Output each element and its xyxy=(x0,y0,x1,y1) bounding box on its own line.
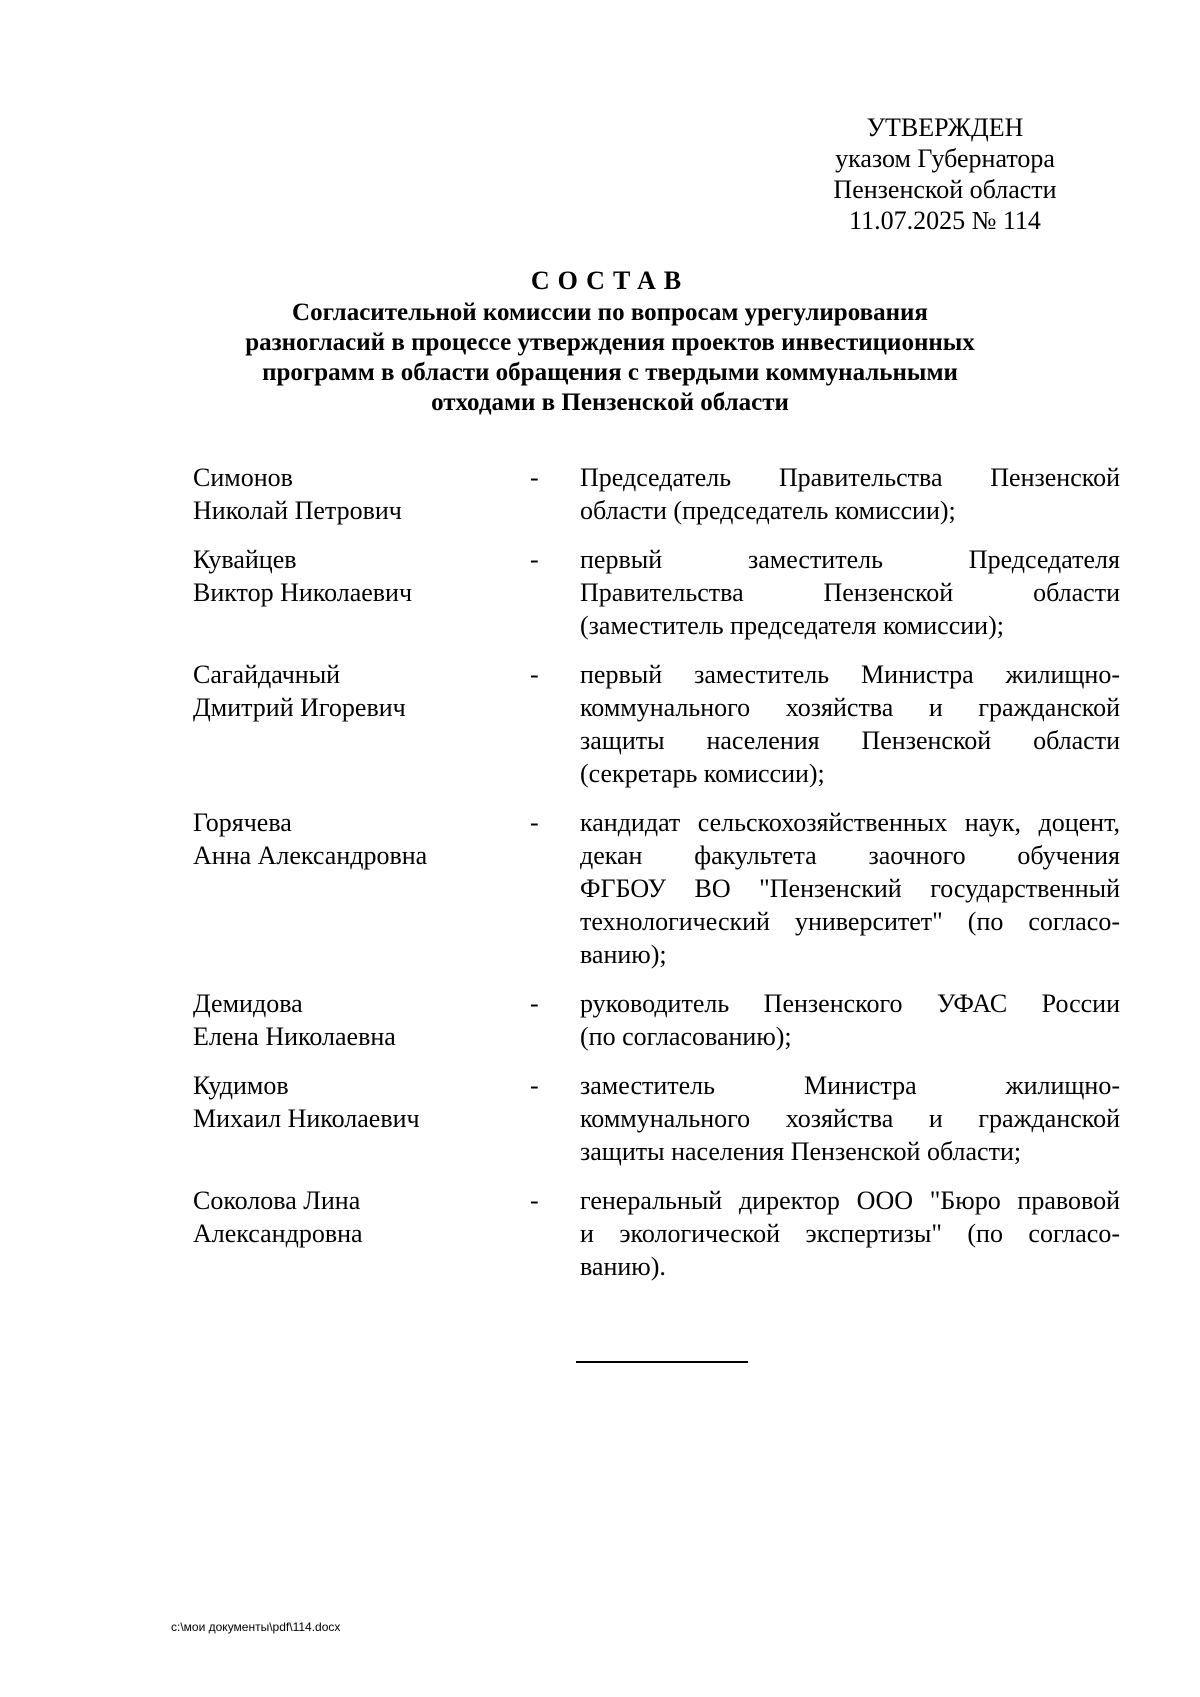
member-name xyxy=(193,987,530,1053)
member-name-line: Александровна xyxy=(193,1219,363,1248)
file-path-footer: c:\мои документы\pdf\114.docx xyxy=(171,1620,341,1634)
member-name-line: Елена Николаевна xyxy=(193,1022,396,1051)
member-role-line: кандидат сельскохозяйственных наук, доцент, xyxy=(580,808,1120,837)
member-role-line: и экологической экспертизы" (по согласо- xyxy=(580,1219,1120,1248)
member-dash: - xyxy=(530,808,539,837)
member-dash: - xyxy=(530,989,539,1018)
member-role-line: генеральный директор ООО "Бюро правовой xyxy=(580,1186,1120,1215)
subtitle-line: разногласий в процессе утверждения проектов инвестиционных xyxy=(245,329,975,356)
member-name-line: Кувайцев xyxy=(193,545,297,574)
end-divider xyxy=(576,1361,748,1363)
member-role xyxy=(580,461,1120,527)
member-role-line: (секретарь комиссии); xyxy=(580,759,825,788)
member-name xyxy=(193,1069,530,1168)
member-role xyxy=(580,543,1120,642)
member-name-line: Николай Петрович xyxy=(193,496,402,525)
member-role-line: первый заместитель Председателя xyxy=(580,545,1120,574)
member-name-line: Горячева xyxy=(193,808,292,837)
member-name-line: Кудимов xyxy=(193,1071,289,1100)
member-dash: - xyxy=(530,1186,539,1215)
document-title xyxy=(180,264,1040,418)
member-dash: - xyxy=(530,660,539,689)
member-role xyxy=(580,1069,1120,1168)
member-role-line: ванию); xyxy=(580,940,667,969)
member-role-line: Правительства Пензенской области xyxy=(580,578,1120,607)
member-name-line: Анна Александровна xyxy=(193,841,428,870)
member-name xyxy=(193,806,530,971)
member-role-line: заместитель Министра жилищно- xyxy=(580,1071,1120,1100)
member-row xyxy=(193,1184,1120,1283)
member-name xyxy=(193,461,530,527)
member-role xyxy=(580,658,1120,790)
title-heading: СОСТАВ xyxy=(530,266,690,295)
subtitle-line: программ в области обращения с твердыми коммунальными xyxy=(262,359,958,386)
member-dash: - xyxy=(530,1071,539,1100)
member-name-line: Сагайдачный xyxy=(193,660,341,689)
member-row xyxy=(193,987,1120,1053)
member-name xyxy=(193,543,530,642)
member-role-line: первый заместитель Министра жилищно- xyxy=(580,660,1120,689)
member-role xyxy=(580,806,1120,971)
member-role-line: ФГБОУ ВО "Пензенский государственный xyxy=(580,874,1120,903)
subtitle-line: Согласительной комиссии по вопросам урегулирования xyxy=(292,299,928,326)
member-name-line: Соколова Лина xyxy=(193,1186,361,1215)
approval-line: УТВЕРЖДЕН xyxy=(866,113,1024,142)
member-row xyxy=(193,806,1120,971)
member-role-line: области (председатель комиссии); xyxy=(580,496,956,525)
title-subtitle xyxy=(180,298,1040,418)
member-name xyxy=(193,1184,530,1283)
subtitle-line: отходами в Пензенской области xyxy=(431,389,789,416)
member-name-line: Виктор Николаевич xyxy=(193,578,413,607)
member-role-line: декан факультета заочного обучения xyxy=(580,841,1120,870)
member-row xyxy=(193,461,1120,527)
member-dash: - xyxy=(530,545,539,574)
member-row xyxy=(193,543,1120,642)
member-name-line: Дмитрий Игоревич xyxy=(193,693,406,722)
approval-stamp xyxy=(780,112,1110,236)
approval-line: 11.07.2025 № 114 xyxy=(849,206,1041,235)
member-role-line: руководитель Пензенского УФАС России xyxy=(580,989,1120,1018)
member-role-line: коммунального хозяйства и гражданской xyxy=(580,693,1120,722)
member-role-line: (по согласованию); xyxy=(580,1022,792,1051)
member-role xyxy=(580,987,1120,1053)
member-name-line: Михаил Николаевич xyxy=(193,1104,420,1133)
member-row xyxy=(193,658,1120,790)
member-name-line: Демидова xyxy=(193,989,303,1018)
member-role-line: технологический университет" (по согласо- xyxy=(580,907,1120,936)
approval-line: указом Губернатора xyxy=(835,144,1055,173)
member-role-line: ванию). xyxy=(580,1252,666,1281)
member-role-line: защиты населения Пензенской области xyxy=(580,726,1120,755)
member-list xyxy=(193,461,1120,1299)
member-role xyxy=(580,1184,1120,1283)
member-role-line: (заместитель председателя комиссии); xyxy=(580,611,1004,640)
member-role-line: коммунального хозяйства и гражданской xyxy=(580,1104,1120,1133)
member-role-line: Председатель Правительства Пензенской xyxy=(580,463,1120,492)
member-role-line: защиты населения Пензенской области; xyxy=(580,1137,1022,1166)
member-row xyxy=(193,1069,1120,1168)
member-name xyxy=(193,658,530,790)
member-name-line: Симонов xyxy=(193,463,293,492)
approval-line: Пензенской области xyxy=(833,175,1057,204)
member-dash: - xyxy=(530,463,539,492)
